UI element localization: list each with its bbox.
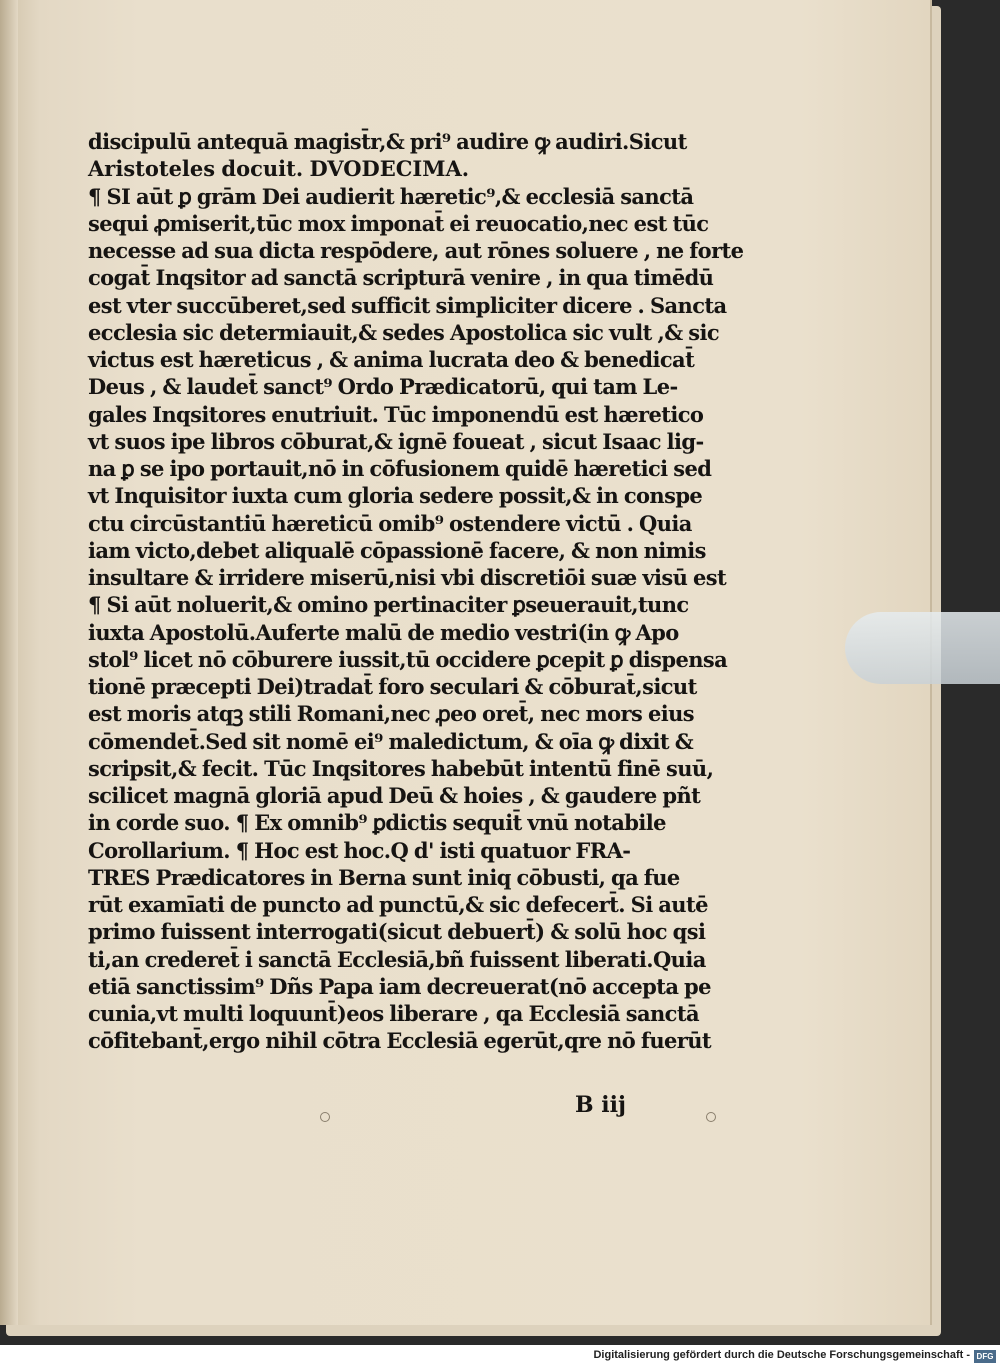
footer-bar — [0, 1345, 1000, 1370]
text-line: TRES Prædicatores in Berna sunt iniq cōbusti, qa fue — [88, 864, 680, 890]
text-line: necesse ad sua dicta respōdere, aut rōnes soluere , ne forte — [88, 238, 744, 263]
page-fold-shadow — [0, 0, 18, 1325]
dfg-logo: DFG — [974, 1350, 996, 1363]
text-line: iuxta Apostolū.Auferte malū de medio vestri(in ꝙ Apo — [88, 619, 679, 645]
text-line: scripsit,& fecit. Tūc Inqsitores habebūt intentū finē suū, — [88, 755, 714, 781]
text-line: insultare & irridere miserū,nisi vbi discretiōi suæ visū est — [88, 565, 727, 590]
text-line: gales Inqsitores enutriuit. Tūc imponendū est hæretico — [88, 401, 704, 427]
punch-hole — [320, 1112, 330, 1122]
page-text — [88, 128, 744, 1055]
text-line: est vter succūberet,sed sufficit simpliciter dicere . Sancta — [88, 292, 727, 318]
text-line: tionē præcepti Dei)tradat̄ foro seculari & cōburat̄,sicut — [88, 674, 697, 699]
text-line: primo fuissent interrogati(sicut debuert̄) & solū hoc qsi — [88, 919, 706, 945]
text-line: scilicet magnā gloriā apud Deū & hoies , & gaudere pñt — [88, 783, 701, 808]
punch-hole — [706, 1112, 716, 1122]
text-line: iam victo,debet aliqualē cōpassionē facere, & non nimis — [88, 537, 706, 563]
text-line: stol⁹ licet nō cōburere iussit,tū occidere ꝑcepit ꝑ dispensa — [88, 646, 728, 672]
text-line: ¶ Si aūt noluerit,& omino pertinaciter ꝑseuerauit,tunc — [88, 592, 689, 618]
text-line: etiā sanctissim⁹ Dñs Papa iam decreuerat(nō accepta pe — [88, 973, 711, 999]
text-line: Corollarium. ¶ Hoc est hoc.Q d' isti quatuor FRA- — [88, 837, 631, 863]
text-line: na ꝑ se ipo portauit,nō in cōfusionem quidē hæretici sed — [88, 456, 712, 481]
text-line: in corde suo. ¶ Ex omnib⁹ ꝑdictis sequit̄ vnū notabile — [88, 810, 666, 836]
bookmark-tab — [845, 612, 1000, 684]
text-line: sequi ꝓmiserit,tūc mox imponat̄ ei reuocatio,nec est tūc — [88, 210, 709, 236]
text-line: cunia,vt multi loquunt̄)eos liberare , qa Ecclesiā sanctā — [88, 1001, 699, 1026]
text-line: ¶ SI aūt ꝑ grām Dei audierit hæretic⁹,& ecclesiā sanctā — [88, 183, 694, 209]
signature-mark: B iij — [575, 1092, 626, 1118]
text-line: discipulū antequā magist̄r,& pri⁹ audire ꝙ audiri.Sicut — [88, 129, 687, 154]
text-line: Aristoteles docuit. DVODECIMA. — [88, 156, 470, 182]
text-line: ti,an crederet̄ i sanctā Ecclesiā,bñ fuissent liberati.Quia — [88, 946, 706, 972]
text-line: rūt examīati de puncto ad punctū,& sic defecert̄. Si autē — [88, 892, 708, 917]
text-line: est moris atqꝫ stili Romani,nec ꝓeo oret̄, nec mors eius — [88, 701, 694, 727]
text-line: victus est hæreticus , & anima lucrata deo & benedicat̄ — [88, 347, 695, 372]
text-line: ecclesia sic determiauit,& sedes Apostolica sic vult ,& sic — [88, 319, 720, 345]
text-line: Deus , & laudet̄ sanct⁹ Ordo Prædicatorū, qui tam Le- — [88, 374, 678, 400]
text-line: cōmendet̄.Sed sit nomē ei⁹ maledictum, & oīa ꝙ dixit & — [88, 728, 694, 754]
text-line: cogat̄ Inqsitor ad sanctā scripturā venire , in qua timēdū — [88, 265, 714, 291]
text-line: ctu circūstantiū hæreticū omib⁹ ostendere victū . Quia — [88, 510, 692, 536]
funding-credit: Digitalisierung gefördert durch die Deutsche Forschungsgemeinschaft - — [593, 1349, 970, 1361]
text-line: cōfitebant̄,ergo nihil cōtra Ecclesiā egerūt,qre nō fuerūt — [88, 1028, 712, 1054]
text-line: vt suos ipe libros cōburat,& ignē foueat , sicut Isaac lig- — [88, 428, 704, 454]
text-line: vt Inquisitor iuxta cum gloria sedere possit,& in conspe — [88, 483, 703, 509]
